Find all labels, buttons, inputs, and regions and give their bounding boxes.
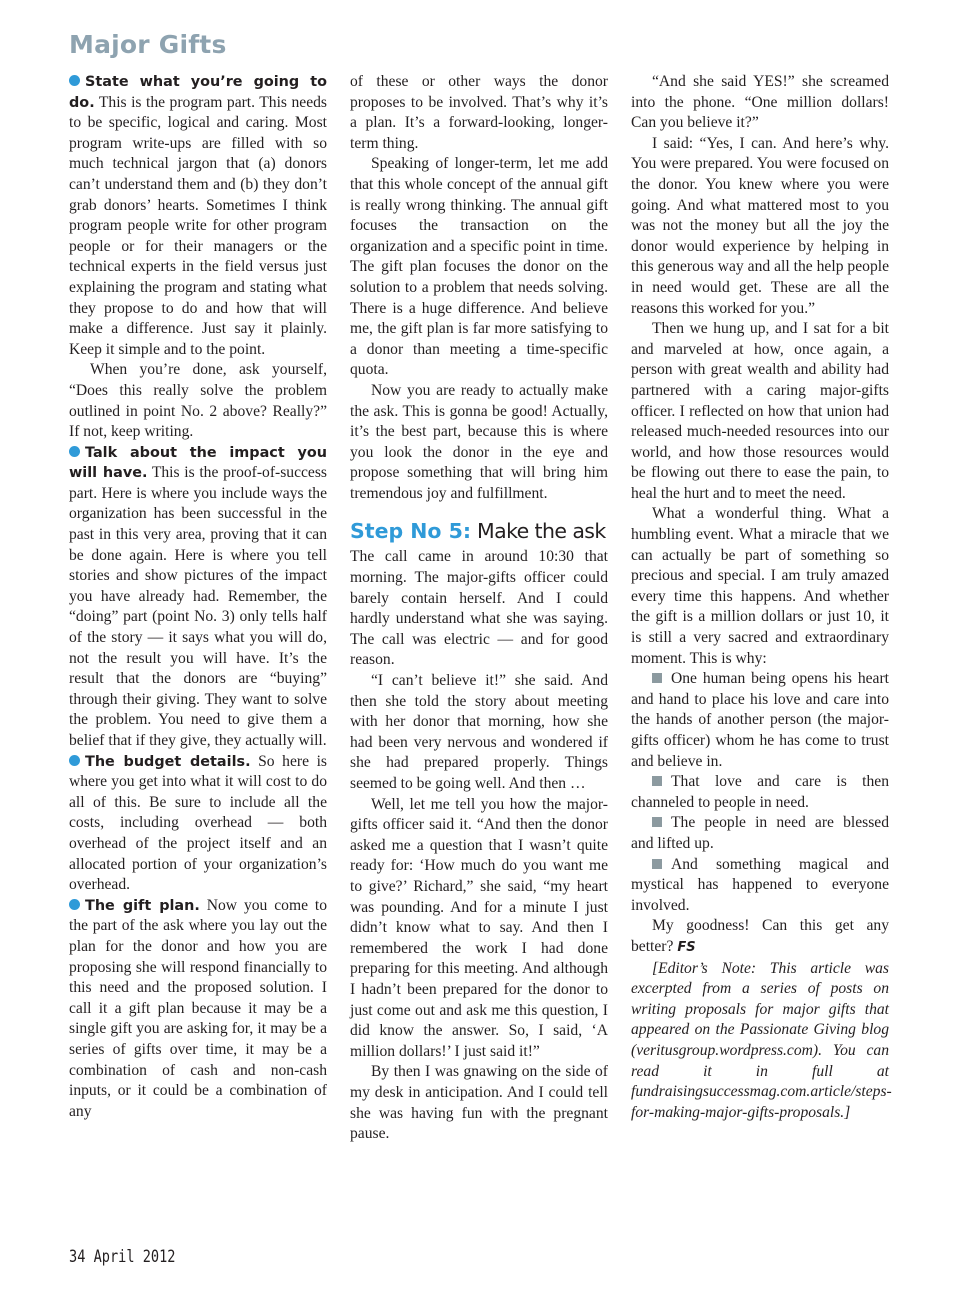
body-paragraph: When you’re done, ask yourself, “Does this really solve the problem outlined in point No. 2 above? Really?” If not, keep writing. (69, 361, 327, 441)
step-title: Make the ask (471, 519, 606, 544)
body-paragraph (631, 916, 889, 958)
body-paragraph: Then we hung up, and I sat for a bit and marveled at how, once again, a person with great wealth and ability had partnered with a caring major-gifts officer. I reflected on how that union had released much-needed resources into our world, and how those resources would be flowing out there to ease the pain, to heal the hurt and to meet the need. (631, 320, 889, 502)
bullet-dot-icon (69, 755, 80, 766)
body-paragraph: “I can’t believe it!” she said. And then she told the story about meeting with her donor that morning, how she had been very nervous and wondered if she had prepared properly. Things seemed to be going well. And then … (350, 672, 608, 792)
bullet-paragraph (69, 443, 327, 752)
bullet-text: Now you come to the part of the ask where you lay out the plan for the donor and how you are proposing she will respond financially to this need and the proposed solution. I call it a gift plan because it may be a single gift you are asking for, it may be a series of gifts over time, it may be a combination of cash and non-cash inputs, or it could be a combination of any (69, 896, 328, 1120)
body-paragraph: What a wonderful thing. What a humbling event. What a miracle that we can actually be part of something so precious and special. I am truly amazed every time this happens. And whether the gift is a million dollars or just 10, it is still a very sacred and extraordinary moment. This is why: (631, 505, 889, 667)
end-mark: FS (677, 939, 696, 955)
body-paragraph: “And she said YES!” she screamed into the phone. “One million dollars! Can you believe it?” (631, 73, 889, 132)
step-heading (350, 519, 608, 543)
square-bullet-icon (652, 673, 662, 683)
bullet-dot-icon (69, 75, 80, 86)
page-folio: 34 April 2012 (69, 1247, 176, 1267)
closing-text: My goodness! Can this get any better? (631, 917, 889, 955)
list-item (631, 772, 889, 813)
bullet-text: So here is where you get into what it will cost to do all of this. Be sure to include all the costs, including overhead — both overhead of the project itself and an allocated portion of your organization’s overhead. (69, 752, 327, 894)
body-paragraph: By then I was gnawing on the side of my desk in anticipation. And I could tell she was having fun with the pregnant pause. (350, 1063, 608, 1143)
square-bullet-icon (652, 859, 662, 869)
article-column-1 (69, 72, 327, 1122)
bullet-dot-icon (69, 446, 80, 457)
list-item-text: The people in need are blessed and lifted up. (631, 814, 889, 852)
bullet-lead: The budget details. (85, 753, 251, 770)
section-title: Major Gifts (69, 30, 227, 59)
list-item (631, 669, 889, 772)
article-column-2 (350, 72, 608, 1145)
bullet-dot-icon (69, 899, 80, 910)
body-paragraph: Well, let me tell you how the major-gifts officer said it. “And then the donor asked me a question that I wasn’t quite ready for: ‘How much do you want me to give?’ Richard,” she said, “my heart was pounding. And for a minute I just didn’t know what to say. And then I remembered the work I had done preparing for this meeting. And although I hadn’t been prepared for the donor to just come out and ask me this question, I did know the answer. So, I said, ‘A million dollars!’ I just said it!” (350, 795, 608, 1060)
editor-note: [Editor’s Note: This article was excerpted from a series of posts on writing proposals for major gifts that appeared on the Passionate Giving blog (veritusgroup.wordpress.com). You can read it in full at fundraisingsuccessmag.com.article/steps-for-making-major-gifts-proposals.] (631, 959, 892, 1121)
bullet-lead: Talk about the impact you will have. (69, 444, 327, 482)
body-paragraph: The call came in around 10:30 that morning. The major-gifts officer could barely contain herself. And I could hardly understand what she was saying. The call was electric — and for good reason. (350, 548, 608, 669)
bullet-text: This is the program part. This needs to be specific, logical and caring. Most program write-ups are filled with so much technical jargon that (a) donors can’t understand them and (b) they don’t grab donors’ hearts. Sometimes I think program people write for other program people or for their managers or the technical experts in the field versus just explaining the program and stating what they propose to do and how that will make a difference. Just say it plainly. Keep it simple and to the point. (69, 93, 327, 358)
list-item-text: And something magical and mystical has happened to everyone involved. (631, 855, 889, 914)
bullet-paragraph (69, 896, 327, 1123)
list-item-text: That love and care is then channeled to people in need. (631, 773, 889, 811)
list-item (631, 813, 889, 854)
body-paragraph: Speaking of longer-term, let me add that this whole concept of the annual gift is really wrong thinking. The annual gift focuses the transaction on the organization and a specific point in time. The gift plan focuses the donor on the solution to a problem that needs solving. There is a huge difference. And believe me, the gift plan is far more satisfying to a donor than meeting a time-specific quota. (350, 155, 608, 379)
bullet-lead: The gift plan. (85, 897, 200, 914)
body-paragraph: Now you are ready to actually make the ask. This is gonna be good! Actually, it’s the best part, because this is where you look the donor in the eye and propose something that will bring him tremendous joy and fulfillment. (350, 381, 608, 502)
body-paragraph: I said: “Yes, I can. And here’s why. You were prepared. You were focused on the donor. You knew where you were going. And what mattered most to you was not the money but all the joy the donor would experience by helping in this generous way and all the help people in need would get. These are all the reasons this worked for you.” (631, 134, 889, 317)
bullet-text: This is the proof-of-success part. Here is where you include ways the organization has been successful in the past in this very area, proving that it can be done again. Here is where you tell stories and show pictures of the impact you have already had. Remember, the “doing” part (point No. 3) only tells half of the story — it says what you will do, not the result you will have. It’s the result that the donors are “buying” through their giving. They want to solve the problem. You need to give them a belief that if they give, they actually will. (69, 464, 327, 749)
list-item-text: One human being opens his heart and hand to place his love and care into the hands of another person (the major-gifts officer) whom he has come to trust and believe in. (631, 670, 889, 770)
square-bullet-icon (652, 776, 662, 786)
square-bullet-icon (652, 817, 662, 827)
list-item (631, 855, 889, 917)
step-number: Step No 5: (350, 519, 472, 544)
article-column-3 (631, 72, 892, 1123)
body-paragraph: of these or other ways the donor proposes to be involved. That’s why it’s a plan. It’s a forward-looking, longer-term thing. (350, 73, 608, 152)
bullet-paragraph (69, 752, 327, 896)
bullet-lead: State what you’re going to do. (69, 74, 327, 111)
bullet-paragraph (69, 72, 327, 360)
